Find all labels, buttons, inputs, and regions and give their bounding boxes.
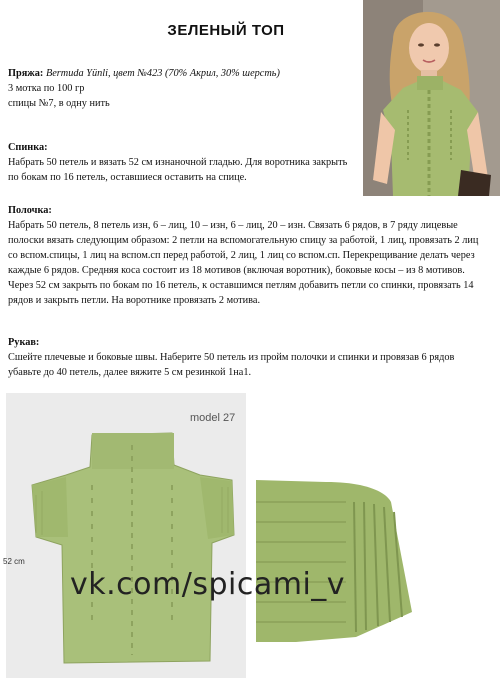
yarn-line2: 3 мотка по 100 гр [8, 83, 85, 94]
model-photo [363, 0, 500, 196]
front-label: Полочка: [8, 205, 52, 216]
sleeve-section [8, 335, 486, 380]
yarn-value: Bermuda Yünli, цвет №423 (70% Акрил, 30% шерсть) [45, 68, 280, 79]
model-label: model 27 [190, 412, 236, 424]
front-section [8, 203, 486, 308]
yarn-line3: спицы №7, в одну нить [8, 98, 110, 109]
yarn-section [8, 66, 280, 111]
yarn-line [8, 66, 280, 81]
watermark-text: vk.com/spicami_v [70, 567, 346, 602]
sleeve-text: Сшейте плечевые и боковые швы. Наберите 50 петель из пройм полочки и спинки и провязав 6 рядов убавьте до 40 петель, далее вяжите 5 см резинкой 1на1. [8, 352, 455, 378]
sleeve-label: Рукав: [8, 337, 40, 348]
front-text: Набрать 50 петель, 8 петель изн, 6 – лиц, 10 – изн, 6 – лиц, 20 – изн. Связать 6 рядов, в 7 ряду лицевые полоски вязать следующим образом: 2 петли на вспомогательную спицу за работой, 1 лиц, провязать 2 лиц со вспом.спицы, 1 лиц на вспом.сп перед работой, 2 лиц, 1 лиц со вспом.сп. Перекрещивание делать через каждые 6 рядов. Средняя коса состоит из 18 мотивов (включая воротник), боковые косы – из 8 мотивов. Через 52 см закрыть по бокам по 16 петель, к оставшимся петлям добавить петли со спинки, провязать 14 рядов и закрыть петли. На воротнике провязать 2 мотива. [8, 220, 479, 306]
back-section [8, 140, 353, 185]
dimension-label: 52 cm [3, 557, 25, 566]
back-label: Спинка: [8, 142, 48, 153]
page-title: ЗЕЛЕНЫЙ ТОП [167, 22, 285, 39]
sweater-flat-image [22, 425, 252, 675]
yarn-label: Пряжа: [8, 68, 44, 79]
figure-area [0, 385, 500, 690]
back-text: Набрать 50 петель и вязать 52 см изнаночной гладью. Для воротника закрыть по бокам по 16 петель, оставшиеся оставить на спице. [8, 157, 348, 183]
